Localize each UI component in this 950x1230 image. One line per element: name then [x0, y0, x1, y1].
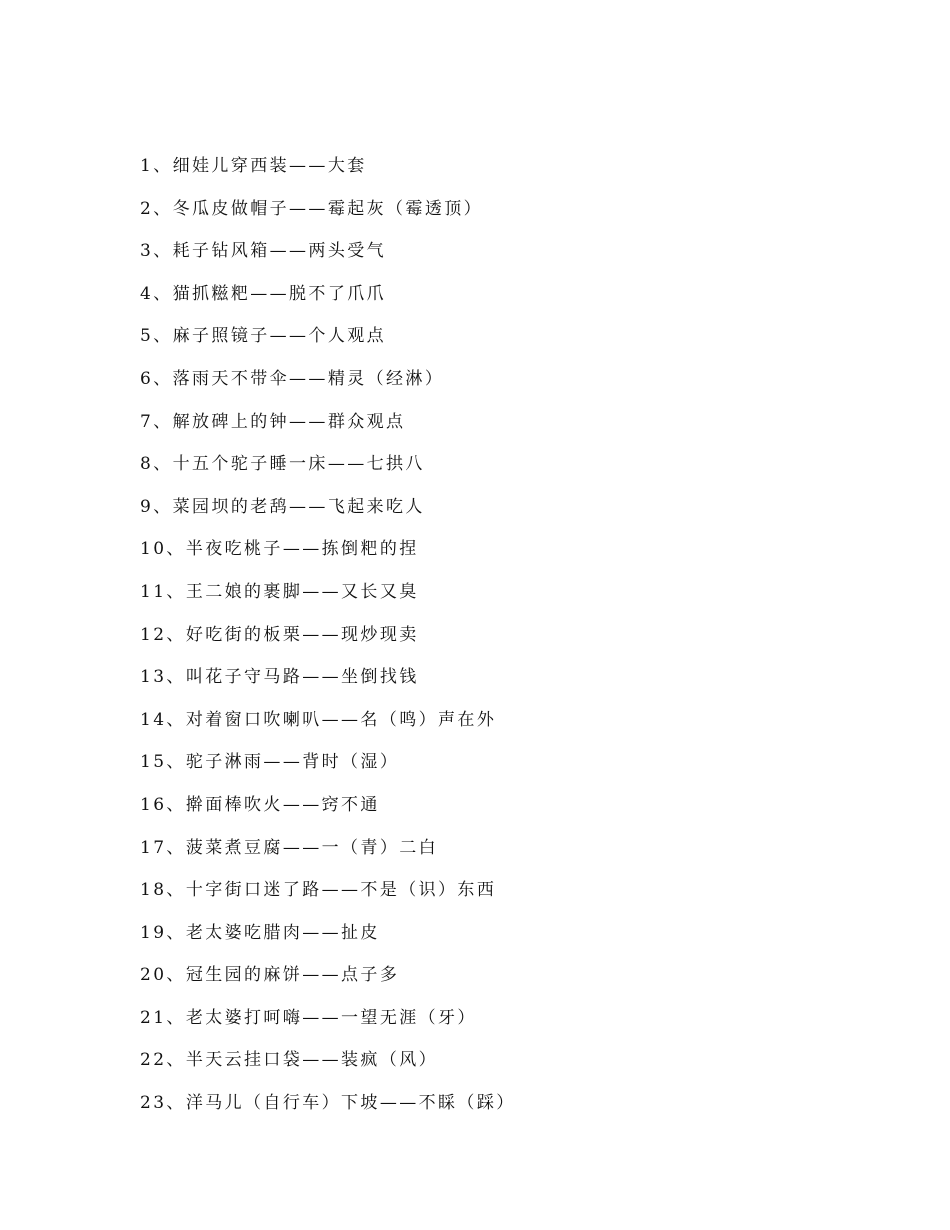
list-item: 5、麻子照镜子——个人观点: [140, 326, 387, 347]
list-item: 18、十字街口迷了路——不是（识）东西: [140, 880, 497, 901]
list-item: 19、老太婆吃腊肉——扯皮: [140, 922, 380, 943]
list-item: 14、对着窗口吹喇叭——名（鸣）声在外: [140, 709, 497, 730]
saying-list: [140, 152, 516, 1132]
list-item: 10、半夜吃桃子——拣倒粑的捏: [140, 539, 419, 560]
list-item: 22、半天云挂口袋——装疯（风）: [140, 1050, 439, 1071]
list-item: 3、耗子钻风箱——两头受气: [140, 241, 387, 262]
list-item: 1、细娃儿穿西装——大套: [140, 156, 367, 176]
list-item: 16、擀面棒吹火——窍不通: [140, 794, 380, 815]
list-item: 6、落雨天不带伞——精灵（经淋）: [140, 368, 445, 389]
list-item: 13、叫花子守马路——坐倒找钱: [140, 667, 419, 688]
list-item: 17、菠菜煮豆腐——一（青）二白: [140, 837, 439, 858]
list-item: 7、解放碑上的钟——群众观点: [140, 411, 406, 432]
list-item: 4、猫抓糍粑——脱不了爪爪: [140, 283, 387, 304]
list-item: 20、冠生园的麻饼——点子多: [140, 965, 400, 986]
list-item: 23、洋马儿（自行车）下坡——不睬（踩）: [140, 1093, 516, 1114]
list-item: 15、驼子淋雨——背时（湿）: [140, 752, 400, 773]
list-item: 8、十五个驼子睡一床——七拱八: [140, 454, 425, 475]
list-item: 9、菜园坝的老鸹——飞起来吃人: [140, 496, 425, 517]
list-item: 21、老太婆打呵嗨——一望无涯（牙）: [140, 1007, 477, 1028]
list-item: 11、王二娘的裹脚——又长又臭: [140, 581, 419, 602]
list-item: 12、好吃街的板栗——现炒现卖: [140, 624, 419, 645]
list-item: 2、冬瓜皮做帽子——霉起灰（霉透顶）: [140, 198, 484, 219]
